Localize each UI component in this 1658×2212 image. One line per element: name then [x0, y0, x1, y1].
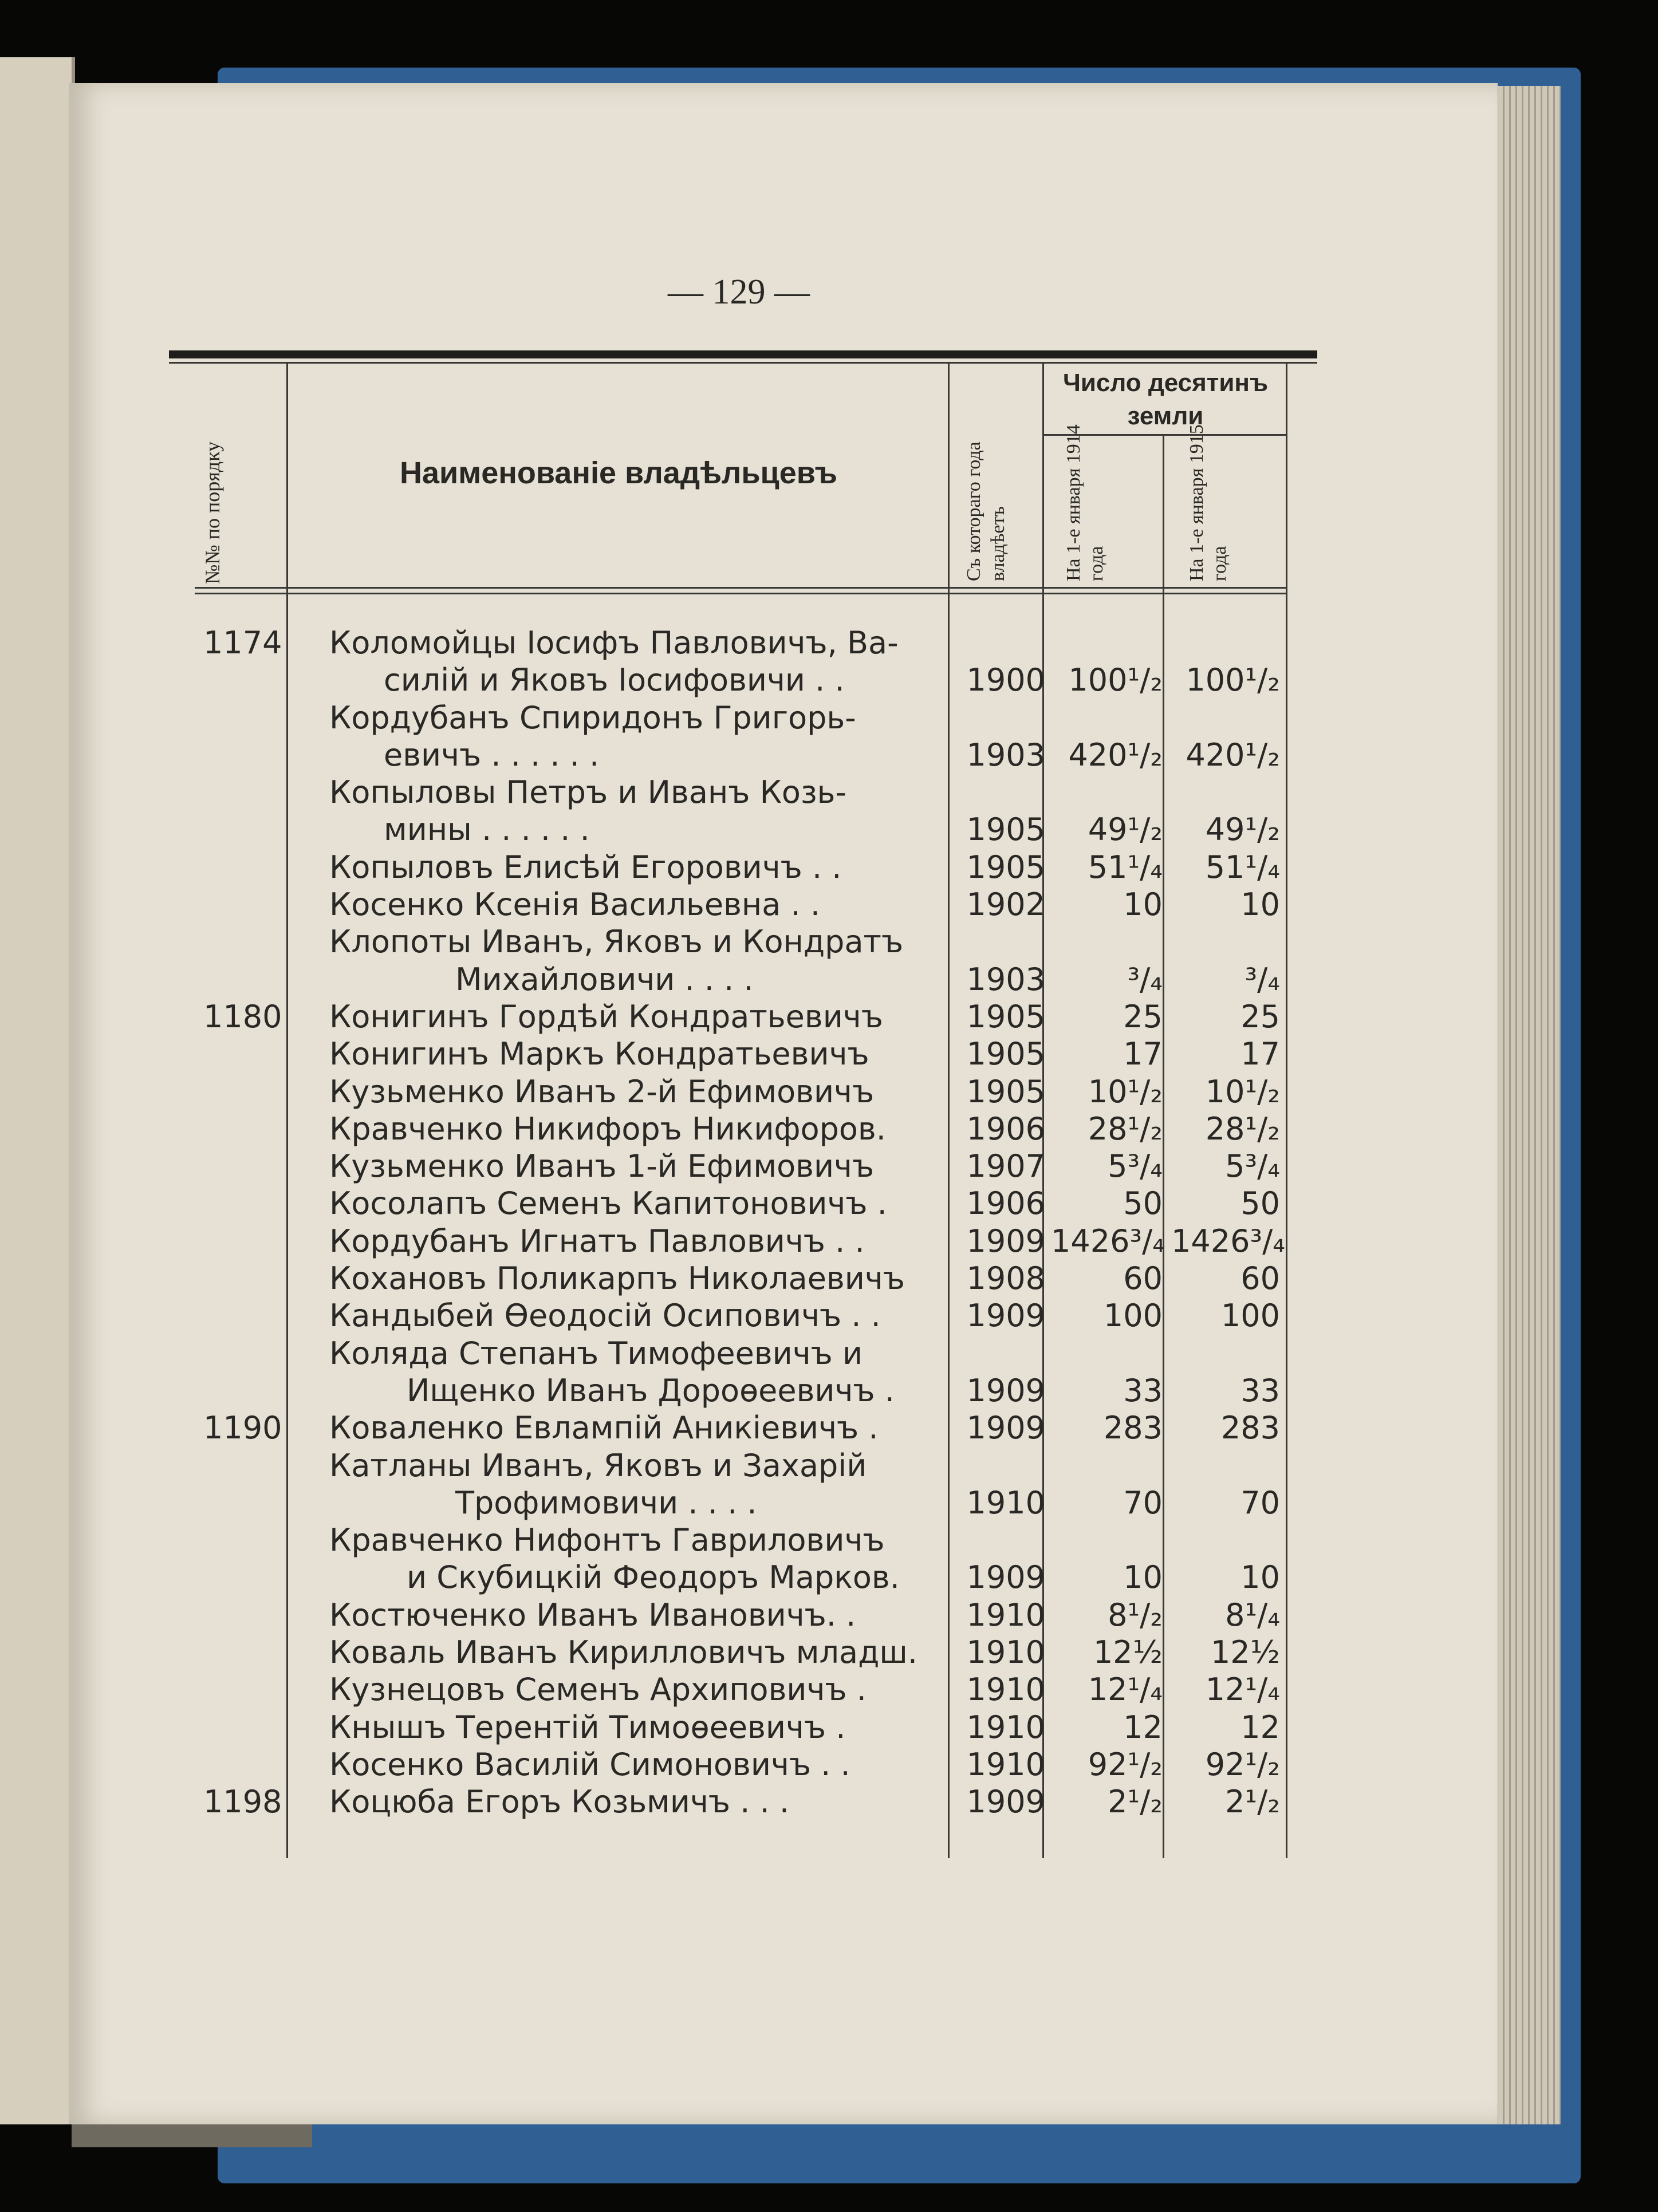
- land-1914: 100: [1103, 1298, 1163, 1334]
- land-1915: 60: [1240, 1260, 1280, 1297]
- table-row: [203, 849, 1286, 886]
- table-row: [203, 774, 1286, 811]
- owner-name: Косолапъ Семенъ Капитоновичъ .: [329, 1185, 887, 1222]
- year-owned: 1909: [966, 1298, 1045, 1334]
- table-row: [203, 1671, 1286, 1708]
- land-1914: 420¹/₂: [1068, 736, 1163, 773]
- owner-name: Катланы Иванъ, Яковъ и Захарій: [329, 1447, 867, 1484]
- year-owned: 1909: [966, 1559, 1045, 1596]
- owner-name: Ищенко Иванъ Дороѳеевичъ .: [407, 1372, 895, 1409]
- row-number: 1180: [203, 998, 282, 1035]
- owner-name: Кравченко Никифоръ Никифоров.: [329, 1110, 886, 1147]
- land-1914: 283: [1103, 1410, 1163, 1446]
- land-1915: 12½: [1210, 1634, 1280, 1671]
- table-body: [203, 624, 1286, 1821]
- table-row: [203, 699, 1286, 736]
- left-page: [0, 57, 75, 2124]
- table-top-rule-thin: [169, 362, 1317, 364]
- land-1914: 10¹/₂: [1088, 1073, 1163, 1110]
- table-row: [203, 1223, 1286, 1260]
- land-1915: 70: [1240, 1484, 1280, 1521]
- header-owner-name: Наименованіе владѣльцевъ: [400, 456, 837, 490]
- page-edges: [1492, 86, 1561, 2124]
- owner-name: Конигинъ Маркъ Кондратьевичъ: [329, 1036, 869, 1073]
- table-row: [203, 1634, 1286, 1671]
- table-top-rule: [169, 350, 1317, 358]
- table-row: [203, 1447, 1286, 1484]
- table-row: [203, 1260, 1286, 1297]
- year-owned: 1909: [966, 1372, 1045, 1409]
- owner-name: Кузьменко Иванъ 1-й Ефимовичъ: [329, 1148, 875, 1185]
- land-1914: 8¹/₂: [1108, 1596, 1163, 1633]
- owner-name: Кандыбей Ѳеодосій Осиповичъ . .: [329, 1298, 881, 1334]
- table-row: [203, 624, 1286, 661]
- column-divider: [1286, 364, 1287, 1858]
- row-number: 1190: [203, 1410, 282, 1446]
- owner-name: Коцюба Егоръ Козьмичъ . . .: [329, 1784, 790, 1820]
- land-1914: ³/₄: [1127, 961, 1163, 997]
- year-owned: 1900: [966, 662, 1045, 699]
- table-row: [203, 1746, 1286, 1783]
- table-row: [203, 1073, 1286, 1110]
- land-1915: ³/₄: [1245, 961, 1280, 997]
- year-owned: 1909: [966, 1223, 1045, 1259]
- owner-name: Кохановъ Поликарпъ Николаевичъ: [329, 1260, 905, 1297]
- land-1915: 10¹/₂: [1205, 1073, 1280, 1110]
- land-1914: 12: [1123, 1709, 1163, 1745]
- table-row: [203, 1335, 1286, 1372]
- header-1915-column: На 1-е января 1915 года: [1186, 424, 1230, 581]
- land-1914: 49¹/₂: [1088, 811, 1163, 848]
- owner-name: евичъ . . . . . .: [384, 736, 600, 773]
- land-1914: 51¹/₄: [1088, 849, 1163, 885]
- owner-name: Трофимовичи . . . .: [455, 1484, 757, 1521]
- land-1914: 17: [1123, 1036, 1163, 1073]
- table-row: [203, 998, 1286, 1035]
- table-row: [203, 1484, 1286, 1521]
- owner-name: Кнышъ Терентій Тимоѳеевичъ .: [329, 1709, 846, 1745]
- land-1914: 2¹/₂: [1108, 1784, 1163, 1820]
- owner-name: Копыловъ Елисѣй Егоровичъ . .: [329, 849, 842, 885]
- land-1914: 100¹/₂: [1068, 662, 1163, 699]
- owner-name: Клопоты Иванъ, Яковъ и Кондратъ: [329, 924, 904, 960]
- land-1914: 12½: [1093, 1634, 1163, 1671]
- owner-name: Кравченко Нифонтъ Гавриловичъ: [329, 1522, 885, 1559]
- year-owned: 1910: [966, 1484, 1045, 1521]
- land-1915: 25: [1240, 998, 1280, 1035]
- owner-name: силій и Яковъ Іосифовичи . .: [384, 662, 845, 699]
- land-1915: 2¹/₂: [1225, 1784, 1280, 1820]
- land-1915: 100¹/₂: [1186, 662, 1280, 699]
- owner-name: Кордубанъ Игнатъ Павловичъ . .: [329, 1223, 865, 1259]
- header-number-column: №№ по порядку: [201, 441, 224, 584]
- land-1915: 5³/₄: [1225, 1148, 1280, 1185]
- land-1915: 92¹/₂: [1205, 1746, 1280, 1783]
- table-row: [203, 1185, 1286, 1222]
- land-1915: 10: [1240, 886, 1280, 923]
- year-owned: 1906: [966, 1185, 1045, 1222]
- table-row: [203, 1372, 1286, 1409]
- land-1915: 283: [1220, 1410, 1280, 1446]
- table-row: [203, 1783, 1286, 1820]
- land-1915: 12: [1240, 1709, 1280, 1745]
- land-1914: 25: [1123, 998, 1163, 1035]
- year-owned: 1910: [966, 1709, 1045, 1745]
- owner-name: Кузьменко Иванъ 2-й Ефимовичъ: [329, 1073, 875, 1110]
- year-owned: 1910: [966, 1671, 1045, 1708]
- land-1915: 10: [1240, 1559, 1280, 1596]
- table-row: [203, 1148, 1286, 1185]
- table-row: [203, 1035, 1286, 1073]
- table-row: [203, 736, 1286, 774]
- owner-name: Коваль Иванъ Кирилловичъ младш.: [329, 1634, 918, 1671]
- owner-name: Кордубанъ Спиридонъ Григорь-: [329, 699, 856, 736]
- table-row: [203, 1596, 1286, 1634]
- year-owned: 1905: [966, 1073, 1045, 1110]
- owner-name: Конигинъ Гордѣй Кондратьевичъ: [329, 998, 883, 1035]
- table-row: [203, 1110, 1286, 1148]
- table-row: [203, 1559, 1286, 1596]
- land-1914: 50: [1123, 1185, 1163, 1222]
- table-row: [203, 961, 1286, 998]
- header-year-column: Съ котораго года владѣетъ: [963, 441, 1009, 581]
- year-owned: 1903: [966, 961, 1045, 997]
- land-1915: 1426³/₄: [1171, 1223, 1285, 1259]
- year-owned: 1909: [966, 1784, 1045, 1820]
- owner-name: Коломойцы Іосифъ Павловичъ, Ва-: [329, 625, 899, 661]
- table-row: [203, 1521, 1286, 1559]
- land-1914: 70: [1123, 1484, 1163, 1521]
- owner-name: Кузнецовъ Семенъ Архиповичъ .: [329, 1671, 867, 1708]
- row-number: 1198: [203, 1784, 282, 1820]
- owner-name: Копыловы Петръ и Иванъ Козь-: [329, 774, 846, 811]
- owner-name: мины . . . . . .: [384, 811, 590, 848]
- owner-name: Михайловичи . . . .: [455, 961, 754, 997]
- table-row: [203, 811, 1286, 848]
- year-owned: 1906: [966, 1110, 1045, 1147]
- land-1914: 1426³/₄: [1051, 1223, 1165, 1259]
- year-owned: 1910: [966, 1596, 1045, 1633]
- table-row: [203, 661, 1286, 699]
- year-owned: 1909: [966, 1410, 1045, 1446]
- page-number: — 129 —: [668, 273, 810, 312]
- header-bottom-rule: [195, 587, 1286, 589]
- table-row: [203, 923, 1286, 960]
- land-1914: 5³/₄: [1108, 1148, 1163, 1185]
- land-1914: 60: [1123, 1260, 1163, 1297]
- land-1915: 33: [1240, 1372, 1280, 1409]
- year-owned: 1910: [966, 1746, 1045, 1783]
- land-1914: 92¹/₂: [1088, 1746, 1163, 1783]
- year-owned: 1905: [966, 849, 1045, 885]
- land-1915: 12¹/₄: [1205, 1671, 1280, 1708]
- land-1914: 10: [1123, 886, 1163, 923]
- land-1915: 28¹/₂: [1205, 1110, 1280, 1147]
- owner-name: и Скубицкій Феодоръ Марков.: [407, 1559, 900, 1596]
- year-owned: 1905: [966, 1036, 1045, 1073]
- land-1914: 28¹/₂: [1088, 1110, 1163, 1147]
- land-1915: 8¹/₄: [1225, 1596, 1280, 1633]
- year-owned: 1905: [966, 998, 1045, 1035]
- land-1915: 420¹/₂: [1186, 736, 1280, 773]
- owner-name: Коваленко Евлампій Аникіевичъ .: [329, 1410, 879, 1446]
- land-1915: 100: [1220, 1298, 1280, 1334]
- land-1914: 10: [1123, 1559, 1163, 1596]
- owner-name: Косенко Ксенія Васильевна . .: [329, 886, 820, 923]
- year-owned: 1905: [966, 811, 1045, 848]
- table-row: [203, 886, 1286, 923]
- table-row: [203, 1409, 1286, 1446]
- year-owned: 1907: [966, 1148, 1045, 1185]
- table-row: [203, 1297, 1286, 1334]
- land-1915: 51¹/₄: [1205, 849, 1280, 885]
- land-1914: 33: [1123, 1372, 1163, 1409]
- land-1915: 17: [1240, 1036, 1280, 1073]
- header-bottom-rule-thin: [195, 593, 1286, 594]
- year-owned: 1903: [966, 736, 1045, 773]
- header-land-group: Число десятинъ земли: [1062, 369, 1269, 430]
- row-number: 1174: [203, 625, 282, 661]
- year-owned: 1902: [966, 886, 1045, 923]
- year-owned: 1910: [966, 1634, 1045, 1671]
- land-1914: 12¹/₄: [1088, 1671, 1163, 1708]
- year-owned: 1908: [966, 1260, 1045, 1297]
- owner-name: Коляда Степанъ Тимофеевичъ и: [329, 1335, 863, 1371]
- table-row: [203, 1709, 1286, 1746]
- land-1915: 49¹/₂: [1205, 811, 1280, 848]
- land-1915: 50: [1240, 1185, 1280, 1222]
- owner-name: Косенко Василій Симоновичъ . .: [329, 1746, 850, 1783]
- owner-name: Костюченко Иванъ Ивановичъ. .: [329, 1596, 856, 1633]
- header-1914-column: На 1-е января 1914 года: [1063, 424, 1107, 581]
